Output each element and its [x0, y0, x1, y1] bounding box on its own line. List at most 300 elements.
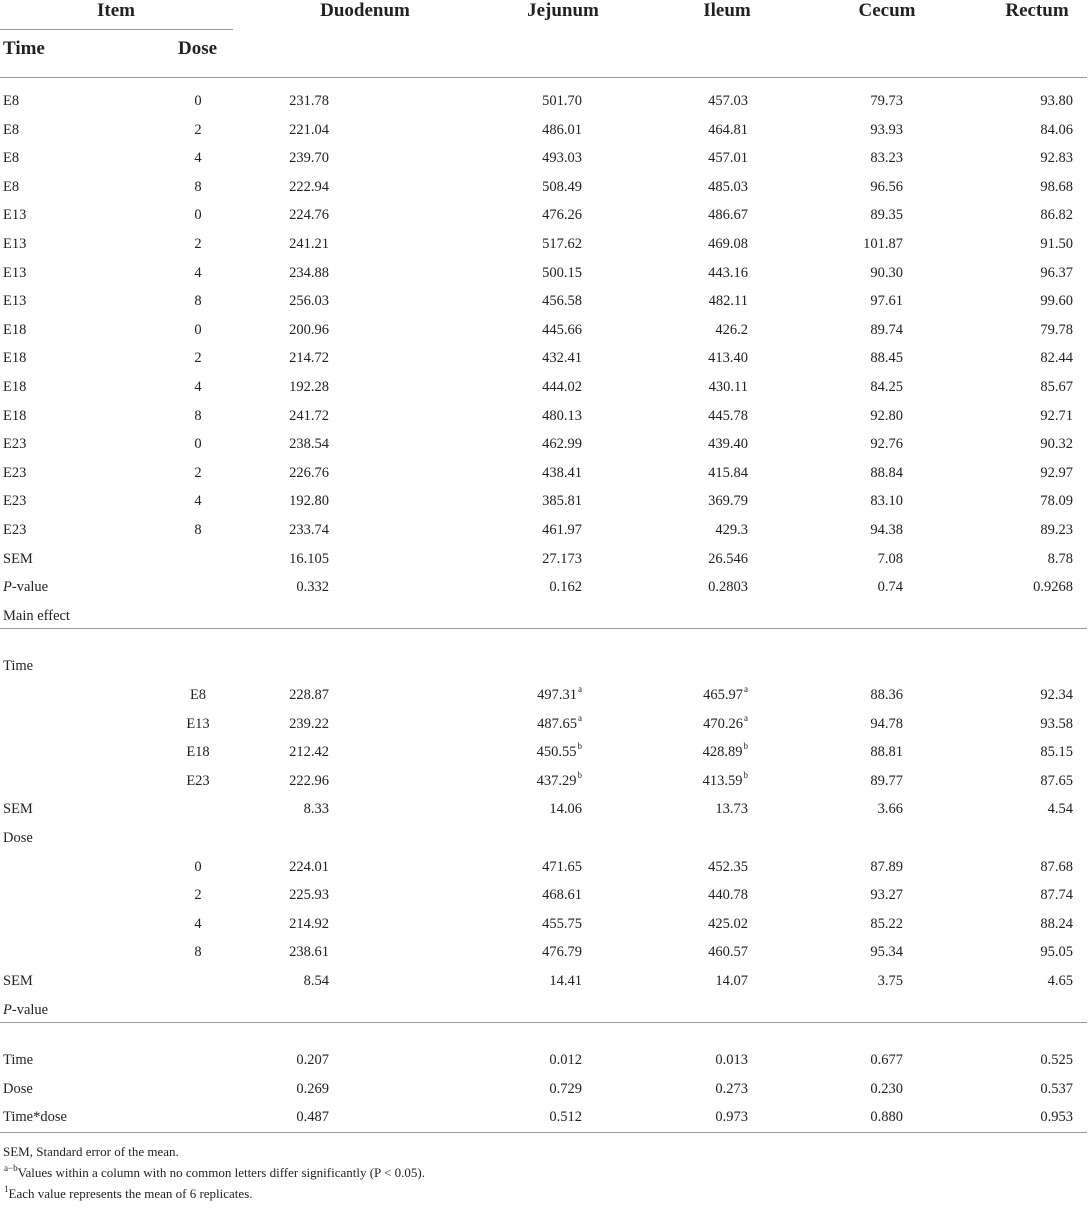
table-row	[0, 1074, 1089, 1104]
value-cell	[289, 486, 329, 516]
value-text: 89.74	[870, 321, 903, 338]
dose-cell: 4	[194, 493, 202, 510]
significance-letter: a	[744, 684, 748, 695]
value-cell	[870, 1045, 903, 1075]
value-cell	[708, 937, 748, 967]
value-text: 89.77	[870, 772, 903, 789]
table-row	[0, 937, 1089, 967]
dose-cell: E18	[186, 744, 210, 761]
footnote	[3, 1142, 179, 1161]
row-label: Time*dose	[3, 1109, 67, 1126]
footnote-marker: 1	[4, 1183, 9, 1194]
value-text: 438.41	[542, 464, 582, 481]
value-text: 90.30	[870, 264, 903, 281]
value-cell	[537, 737, 582, 767]
dose-cell: 8	[194, 293, 202, 310]
value-text: 93.93	[870, 121, 903, 138]
value-cell	[1048, 544, 1073, 574]
value-cell	[289, 229, 329, 259]
value-text: 85.22	[870, 915, 903, 932]
value-cell	[870, 709, 903, 739]
value-cell	[542, 315, 582, 345]
value-cell	[1040, 458, 1073, 488]
value-cell	[1040, 143, 1073, 173]
value-cell	[289, 115, 329, 145]
value-cell	[1040, 766, 1073, 796]
value-cell	[296, 1074, 329, 1104]
value-cell	[542, 115, 582, 145]
value-cell	[715, 1074, 748, 1104]
footnote	[3, 1163, 425, 1182]
dose-cell: 4	[194, 264, 202, 281]
value-text: 241.21	[289, 236, 329, 252]
value-text: 425.02	[708, 915, 748, 932]
value-text: 0.729	[549, 1080, 582, 1097]
value-text: 92.83	[1040, 150, 1073, 167]
value-text: 88.45	[870, 350, 903, 367]
row-label: E8	[3, 178, 20, 195]
section-row	[0, 601, 1089, 631]
value-cell	[708, 486, 748, 516]
value-text: 8.33	[303, 801, 329, 818]
value-cell	[289, 709, 329, 739]
value-text: 469.08	[708, 236, 748, 252]
value-text: 452.35	[708, 858, 748, 875]
value-text: 86.82	[1040, 207, 1073, 224]
table-row	[0, 286, 1089, 316]
value-cell	[289, 401, 329, 431]
dose-cell: 2	[194, 464, 202, 481]
value-cell	[1040, 86, 1073, 116]
value-text: 14.41	[549, 973, 582, 989]
value-cell	[870, 737, 903, 767]
value-text: 238.61	[289, 944, 329, 961]
value-cell	[1048, 794, 1073, 824]
value-cell	[289, 258, 329, 288]
header-ileum: Ileum	[703, 0, 751, 21]
dose-cell: E8	[189, 687, 207, 703]
value-text: 385.81	[542, 493, 582, 510]
value-cell	[708, 852, 748, 882]
value-cell	[1040, 737, 1073, 767]
table-row	[0, 515, 1089, 545]
value-cell	[878, 966, 903, 996]
value-cell	[708, 172, 748, 202]
value-cell	[289, 200, 329, 230]
table-row	[0, 852, 1089, 882]
value-text: 432.41	[542, 350, 582, 367]
value-cell	[870, 458, 903, 488]
value-cell	[1040, 937, 1073, 967]
value-cell	[1040, 880, 1073, 910]
header-row-2	[0, 34, 1089, 64]
value-text: 497.31	[537, 687, 577, 703]
value-cell	[708, 544, 748, 574]
value-cell	[304, 794, 329, 824]
value-cell	[870, 429, 903, 459]
value-text: 487.65	[537, 715, 577, 732]
value-text: 87.68	[1040, 858, 1073, 875]
value-cell	[715, 1102, 748, 1132]
row-label: E13	[3, 264, 27, 281]
value-cell	[296, 1045, 329, 1075]
value-cell	[1040, 486, 1073, 516]
value-cell	[870, 115, 903, 145]
section-rule	[0, 628, 1087, 629]
dose-cell: 8	[194, 944, 202, 961]
footnote-text: SEM, Standard error of the mean.	[3, 1144, 179, 1159]
value-cell	[870, 1102, 903, 1132]
value-cell	[878, 794, 903, 824]
value-text: 486.67	[708, 207, 748, 224]
value-text: 0.207	[296, 1052, 329, 1069]
value-text: 457.03	[708, 93, 748, 109]
table-row	[0, 737, 1089, 767]
value-cell	[1040, 200, 1073, 230]
value-text: 0.9268	[1033, 579, 1073, 596]
value-text: 0.973	[715, 1109, 748, 1126]
value-text: 508.49	[542, 178, 582, 195]
value-text: 14.07	[715, 973, 748, 989]
value-cell	[708, 909, 748, 939]
value-cell	[537, 709, 582, 739]
value-cell	[304, 966, 329, 996]
value-cell	[870, 515, 903, 545]
value-text: 0.2803	[708, 579, 748, 596]
value-cell	[549, 1102, 582, 1132]
value-cell	[1040, 1045, 1073, 1075]
table-row	[0, 315, 1089, 345]
value-cell	[537, 680, 582, 710]
value-cell	[870, 909, 903, 939]
value-cell	[289, 737, 329, 767]
dose-cell: 0	[194, 436, 202, 453]
value-text: 0.162	[549, 579, 582, 596]
value-text: 430.11	[708, 379, 748, 395]
value-cell	[289, 544, 329, 574]
dose-cell: E13	[186, 715, 210, 732]
value-cell	[1040, 709, 1073, 739]
value-text: 0.269	[296, 1080, 329, 1097]
value-text: 84.25	[870, 379, 903, 395]
table-bottom-rule	[0, 1132, 1087, 1133]
dose-cell: 4	[194, 379, 202, 395]
value-text: 485.03	[708, 178, 748, 195]
table-row	[0, 143, 1089, 173]
dose-cell: 4	[194, 915, 202, 932]
value-text: 226.76	[289, 464, 329, 481]
header-dose: Dose	[178, 38, 218, 59]
value-text: 0.537	[1040, 1080, 1073, 1097]
row-label: E23	[3, 493, 27, 510]
value-cell	[715, 794, 748, 824]
value-text: 79.78	[1040, 321, 1073, 338]
value-cell	[703, 737, 748, 767]
section-label: Dose	[3, 830, 33, 846]
value-text: 13.73	[715, 801, 748, 818]
value-cell	[870, 1074, 903, 1104]
header-rule	[0, 77, 1087, 78]
value-text: 94.78	[870, 715, 903, 732]
value-cell	[878, 544, 903, 574]
value-cell	[1040, 343, 1073, 373]
dose-cell: 2	[194, 236, 202, 252]
value-text: 93.27	[870, 887, 903, 904]
value-text: 500.15	[542, 264, 582, 281]
footnote-text: Values within a column with no common letters differ significantly (P < 0.05).	[17, 1165, 425, 1180]
value-cell	[542, 429, 582, 459]
value-text: 443.16	[708, 264, 748, 281]
value-cell	[1040, 258, 1073, 288]
value-text: 4.54	[1047, 801, 1073, 818]
value-cell	[289, 852, 329, 882]
row-label: E13	[3, 293, 27, 310]
value-cell	[870, 258, 903, 288]
value-text: 0.230	[870, 1080, 903, 1097]
table-row	[0, 572, 1089, 602]
value-cell	[715, 966, 748, 996]
value-text: 87.74	[1040, 887, 1073, 904]
value-cell	[708, 401, 748, 431]
value-text: 89.35	[870, 207, 903, 224]
value-cell	[709, 286, 748, 316]
value-text: 96.56	[870, 178, 903, 195]
value-text: 92.34	[1040, 687, 1073, 703]
table-row	[0, 429, 1089, 459]
value-cell	[1040, 1102, 1073, 1132]
value-cell	[703, 766, 748, 796]
value-cell	[708, 115, 748, 145]
value-cell	[542, 86, 582, 116]
table-row	[0, 229, 1089, 259]
header-cecum: Cecum	[858, 0, 916, 21]
table-row	[0, 486, 1089, 516]
table-row	[0, 1102, 1089, 1132]
value-cell	[708, 343, 748, 373]
value-text: 3.66	[877, 801, 903, 818]
value-cell	[289, 880, 329, 910]
table-row	[0, 86, 1089, 116]
dose-cell: 0	[194, 858, 202, 875]
table-row	[0, 401, 1089, 431]
value-text: 0.677	[870, 1052, 903, 1069]
value-cell	[708, 429, 748, 459]
value-text: 98.68	[1040, 178, 1073, 195]
value-text: 92.71	[1040, 407, 1073, 424]
value-cell	[289, 343, 329, 373]
value-text: 224.01	[289, 858, 329, 875]
value-cell	[708, 143, 748, 173]
dose-cell: 4	[194, 150, 202, 167]
value-text: 440.78	[708, 887, 748, 904]
value-cell	[870, 286, 903, 316]
value-cell	[542, 852, 582, 882]
value-cell	[1040, 286, 1073, 316]
value-cell	[542, 458, 582, 488]
value-text: 8.54	[303, 973, 329, 989]
value-text: 222.96	[289, 772, 329, 789]
value-cell	[289, 937, 329, 967]
table-row	[0, 372, 1089, 402]
value-cell	[542, 372, 582, 402]
value-cell	[542, 172, 582, 202]
table-row	[0, 172, 1089, 202]
value-text: 99.60	[1040, 293, 1073, 310]
row-label: E13	[3, 236, 27, 252]
value-text: 239.70	[289, 150, 329, 167]
value-cell	[289, 458, 329, 488]
significance-letter: b	[743, 769, 748, 780]
value-text: 222.94	[289, 178, 329, 195]
header-item-rule	[0, 29, 233, 30]
value-text: 94.38	[870, 522, 903, 538]
table-row	[0, 343, 1089, 373]
value-cell	[708, 86, 748, 116]
value-text: 3.75	[877, 973, 903, 989]
value-cell	[870, 401, 903, 431]
value-cell	[542, 286, 582, 316]
value-cell	[870, 486, 903, 516]
value-text: 0.273	[715, 1080, 748, 1097]
value-cell	[715, 1045, 748, 1075]
value-text: 88.81	[870, 744, 903, 761]
table-row	[0, 1045, 1089, 1075]
dose-cell: 2	[194, 887, 202, 904]
value-cell	[289, 372, 329, 402]
value-text: 83.23	[870, 150, 903, 167]
section-row	[0, 995, 1089, 1025]
value-text: 88.36	[870, 687, 903, 703]
value-text: 91.50	[1040, 236, 1073, 252]
value-text: 464.81	[708, 121, 748, 138]
value-cell	[1040, 115, 1073, 145]
dose-cell: E23	[186, 772, 210, 789]
section-row	[0, 651, 1089, 681]
value-cell	[870, 172, 903, 202]
value-cell	[542, 229, 582, 259]
section-label: Time	[3, 658, 34, 675]
value-cell	[1040, 372, 1073, 402]
value-text: 192.80	[289, 493, 329, 510]
dose-cell: 0	[194, 93, 202, 109]
value-cell	[870, 680, 903, 710]
value-text: 0.487	[296, 1109, 329, 1126]
table-row	[0, 258, 1089, 288]
dose-cell: 8	[194, 522, 202, 538]
value-text: 455.75	[542, 915, 582, 932]
value-cell	[708, 572, 748, 602]
value-text: 224.76	[289, 207, 329, 224]
value-text: 428.89	[702, 744, 743, 761]
value-cell	[542, 544, 582, 574]
value-text: 87.65	[1040, 772, 1073, 789]
value-text: 241.72	[289, 407, 329, 424]
value-text: 84.06	[1040, 121, 1073, 138]
value-text: 256.03	[289, 293, 329, 310]
value-text: 231.78	[289, 93, 329, 109]
value-text: 85.15	[1040, 744, 1073, 761]
value-cell	[708, 229, 748, 259]
footnote-marker: a−b	[4, 1162, 18, 1173]
value-text: 0.512	[549, 1109, 582, 1126]
significance-letter: b	[577, 769, 582, 780]
value-cell	[542, 515, 582, 545]
value-cell	[1040, 515, 1073, 545]
value-cell	[1040, 680, 1073, 710]
value-cell	[289, 429, 329, 459]
value-text: 439.40	[708, 436, 748, 453]
value-cell	[542, 880, 582, 910]
value-text: 0.953	[1040, 1109, 1073, 1126]
row-label: E8	[3, 121, 20, 138]
value-cell	[549, 1045, 582, 1075]
row-label: Time	[3, 1052, 34, 1069]
row-label: E18	[3, 350, 27, 367]
value-text: 212.42	[289, 744, 329, 761]
value-cell	[708, 458, 748, 488]
section-row	[0, 823, 1089, 853]
value-text: 445.78	[708, 407, 748, 424]
value-text: 14.06	[549, 801, 582, 818]
value-cell	[1040, 429, 1073, 459]
value-text: 88.84	[870, 464, 903, 481]
value-cell	[542, 343, 582, 373]
row-label: SEM	[3, 550, 33, 567]
table-row	[0, 544, 1089, 574]
value-text: 517.62	[542, 236, 582, 252]
value-cell	[870, 372, 903, 402]
value-text: 214.92	[289, 915, 329, 932]
value-text: 200.96	[289, 321, 329, 338]
value-text: 413.59	[702, 772, 743, 789]
value-cell	[289, 680, 329, 710]
dose-cell: 2	[194, 350, 202, 367]
value-text: 89.23	[1040, 522, 1073, 538]
row-label: E23	[3, 436, 27, 453]
table-row	[0, 794, 1089, 824]
value-text: 16.105	[289, 550, 329, 567]
table-row	[0, 680, 1089, 710]
value-text: 4.65	[1047, 973, 1073, 989]
value-text: 471.65	[542, 858, 582, 875]
value-text: 192.28	[289, 379, 329, 395]
header-rectum: Rectum	[1005, 0, 1069, 21]
value-text: 88.24	[1040, 915, 1073, 932]
value-cell	[549, 572, 582, 602]
value-text: 214.72	[289, 350, 329, 367]
value-text: 0.012	[549, 1052, 582, 1069]
value-cell	[870, 880, 903, 910]
value-text: 221.04	[289, 121, 329, 138]
value-text: 415.84	[708, 464, 748, 481]
value-cell	[703, 709, 748, 739]
section-label: P-value	[3, 1001, 49, 1018]
value-text: 238.54	[289, 436, 329, 453]
value-text: 445.66	[542, 321, 582, 338]
header-item: Item	[97, 0, 135, 21]
value-text: 456.58	[542, 293, 582, 310]
value-cell	[1040, 315, 1073, 345]
row-label: E18	[3, 321, 27, 338]
value-text: 26.546	[708, 550, 748, 567]
value-cell	[542, 486, 582, 516]
dose-cell: 0	[194, 207, 202, 224]
value-text: 0.013	[715, 1052, 748, 1069]
value-cell	[549, 1074, 582, 1104]
row-label: E18	[3, 407, 27, 424]
value-cell	[296, 572, 329, 602]
value-text: 462.99	[542, 436, 582, 453]
